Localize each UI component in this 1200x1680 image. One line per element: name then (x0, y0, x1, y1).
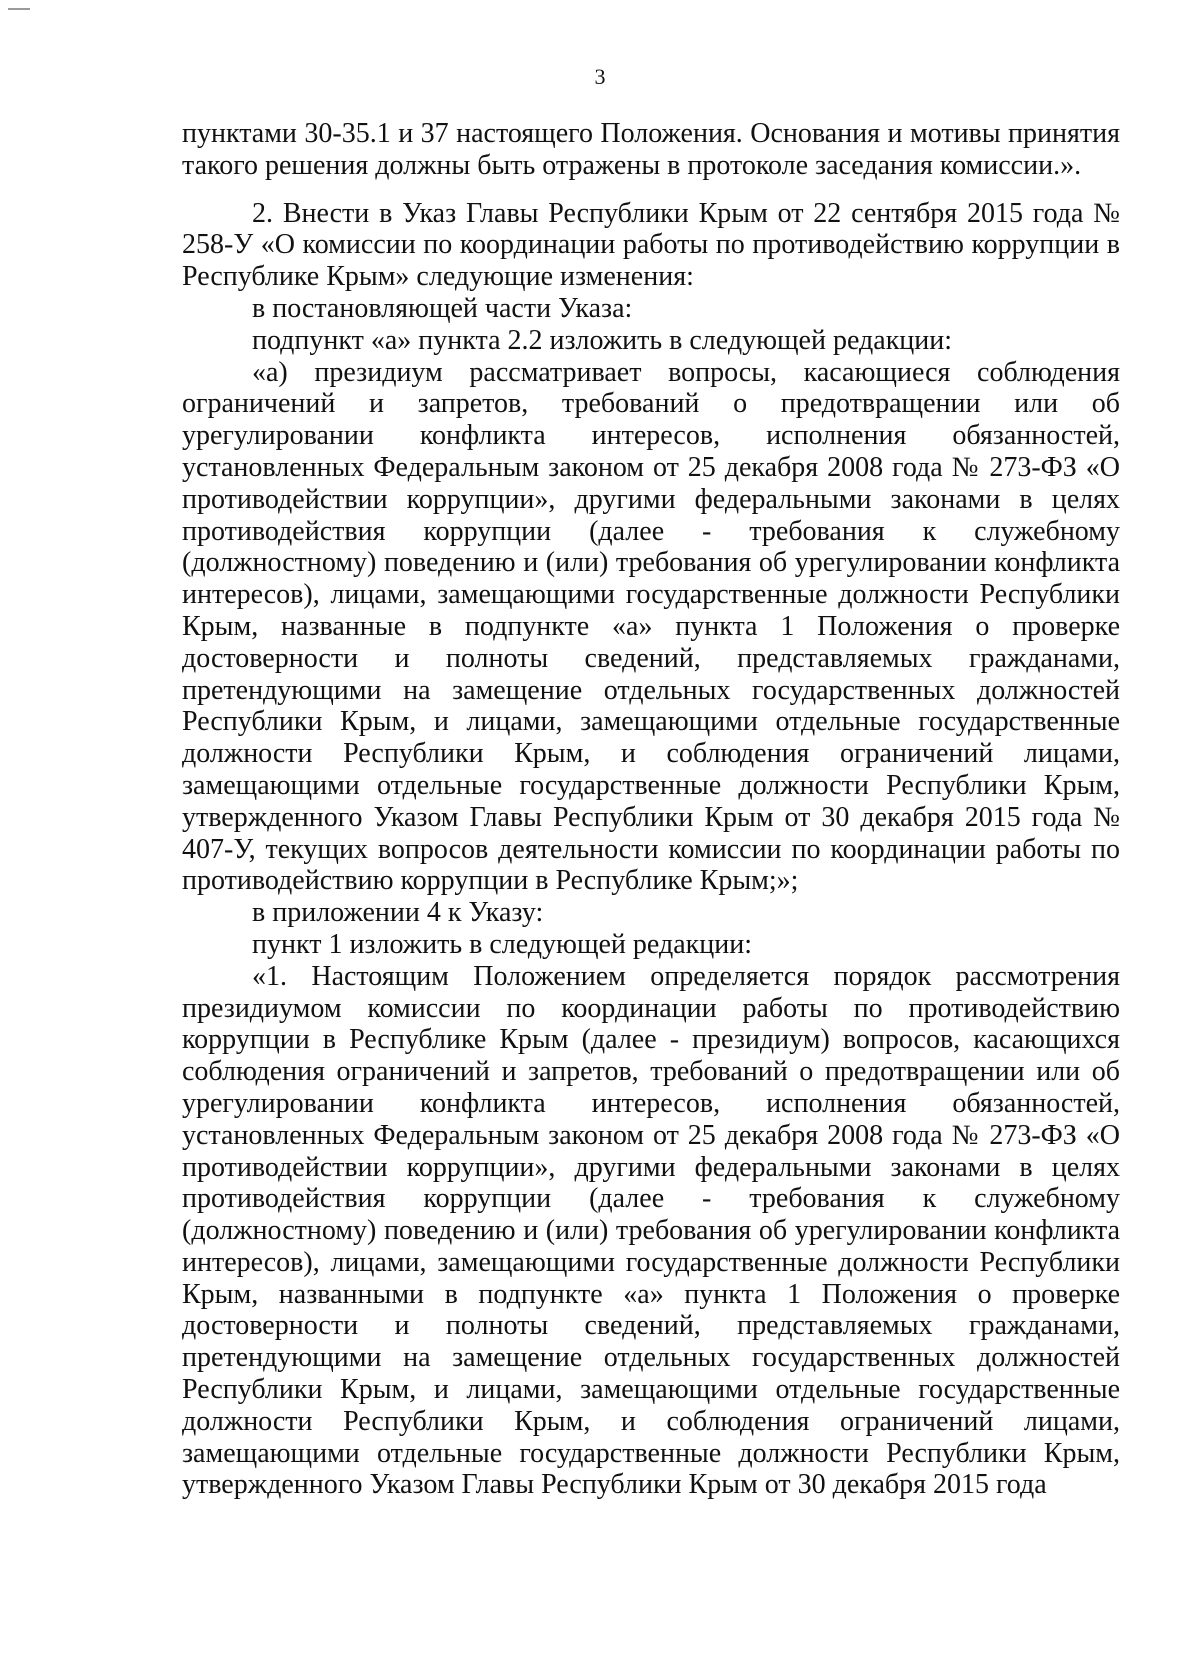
document-body (182, 118, 1120, 1501)
paragraph-continuation: пунктами 30-35.1 и 37 настоящего Положения. Основания и мотивы принятия такого решения должны быть отражены в протоколе заседания комиссии.». (182, 118, 1120, 181)
scan-edge-mark (8, 8, 30, 10)
paragraph-item-2: 2. Внести в Указ Главы Республики Крым от 22 сентября 2015 года № 258-У «О комиссии по координации работы по противодействию коррупции в Республике Крым» следующие изменения: (182, 197, 1120, 293)
paragraph-subitem-a-text: «а) президиум рассматривает вопросы, касающиеся соблюдения ограничений и запретов, требований о предотвращении или об урегулировании конфликта интересов, исполнения обязанностей, установленных Федеральным законом от 25 декабря 2008 года № 273-ФЗ «О противодействии коррупции», другими федеральными законами в целях противодействия коррупции (далее - требования к служебному (должностному) поведению и (или) требования об урегулировании конфликта интересов), лицами, замещающими государственные должности Республики Крым, названные в подпункте «а» пункта 1 Положения о проверке достоверности и полноты сведений, представляемых гражданами, претендующими на замещение отдельных государственных должностей Республики Крым, и лицами, замещающими отдельные государственные должности Республики Крым, и соблюдения ограничений лицами, замещающими отдельные государственные должности Республики Крым, утвержденного Указом Главы Республики Крым от 30 декабря 2015 года № 407-У, текущих вопросов деятельности комиссии по координации работы по противодействию коррупции в Республике Крым;»; (182, 356, 1120, 897)
paragraph-item-1-intro: пункт 1 изложить в следующей редакции: (252, 928, 752, 960)
paragraph-operative-part: в постановляющей части Указа: (252, 292, 633, 324)
page-number: 3 (594, 64, 606, 89)
paragraph-item-1-text: «1. Настоящим Положением определяется порядок рассмотрения президиумом комиссии по координации работы по противодействию коррупции в Республике Крым (далее - президиум) вопросов, касающихся соблюдения ограничений и запретов, требований о предотвращении или об урегулировании конфликта интересов, исполнения обязанностей, установленных Федеральным законом от 25 декабря 2008 года № 273-ФЗ «О противодействии коррупции», другими федеральными законами в целях противодействия коррупции (далее - требования к служебному (должностному) поведению и (или) требования об урегулировании конфликта интересов), лицами, замещающими государственные должности Республики Крым, названными в подпункте «а» пункта 1 Положения о проверке достоверности и полноты сведений, представляемых гражданами, претендующими на замещение отдельных государственных должностей Республики Крым, и лицами, замещающими отдельные государственные должности Республики Крым, и соблюдения ограничений лицами, замещающими отдельные государственные должности Республики Крым, утвержденного Указом Главы Республики Крым от 30 декабря 2015 года (182, 960, 1120, 1501)
paragraph-subitem-a-intro: подпункт «а» пункта 2.2 изложить в следующей редакции: (252, 324, 953, 356)
paragraph-appendix-4: в приложении 4 к Указу: (252, 897, 544, 929)
